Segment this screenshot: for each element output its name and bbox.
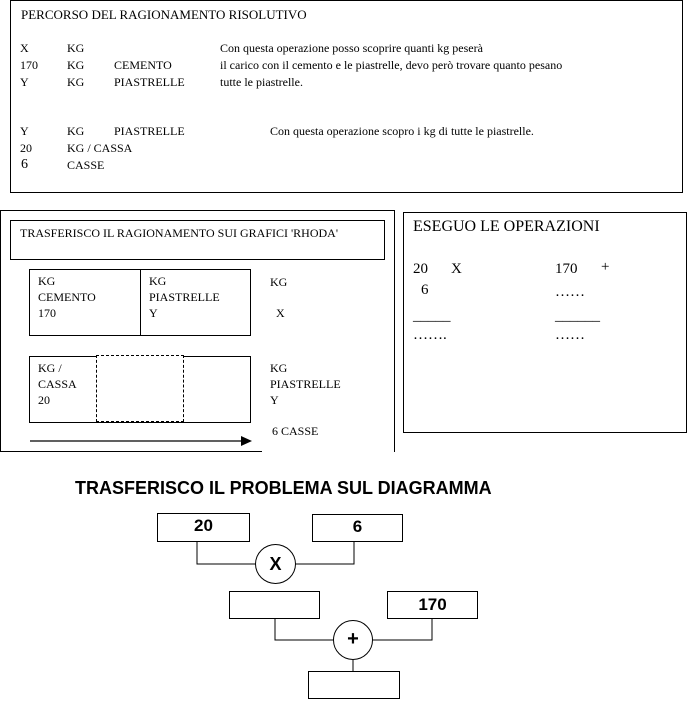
row-unit: KG / CASSA — [67, 141, 133, 155]
tiles-total-label: PIASTRELLE — [270, 377, 341, 391]
op2-line: ______ — [555, 308, 600, 324]
tiles-total-label: Y — [270, 393, 279, 407]
row-value: 170 — [20, 58, 38, 72]
operator-circle-plus — [333, 620, 373, 660]
op1-b: 6 — [421, 282, 429, 298]
row-value: 20 — [20, 141, 32, 155]
operations-title: ESEGUO LE OPERAZIONI — [413, 218, 600, 235]
row-value: Y — [20, 75, 29, 89]
row-item: PIASTRELLE — [114, 124, 185, 138]
op2-result: …… — [555, 327, 585, 343]
row-unit: KG — [67, 58, 85, 72]
total-label: X — [276, 306, 285, 320]
cell-text: CEMENTO — [38, 290, 96, 304]
input-box-b — [312, 514, 403, 542]
operator-circle-multiply — [255, 544, 296, 584]
note-line: Con questa operazione scopro i kg di tutte le piastrelle. — [270, 124, 534, 138]
row-unit: KG — [67, 75, 85, 89]
input-a-value: 20 — [194, 516, 213, 535]
total-label: KG — [270, 275, 288, 289]
op2-b: …… — [555, 284, 585, 300]
cell-text: 20 — [38, 393, 50, 407]
row-unit: KG — [67, 124, 85, 138]
row-unit: CASSE — [67, 158, 105, 172]
row-value: Y — [20, 124, 29, 138]
input-box-a — [157, 513, 250, 542]
op1-result: ……. — [413, 327, 447, 343]
note-line: Con questa operazione posso scoprire quanti kg peserà — [220, 41, 483, 55]
row-item: CEMENTO — [114, 58, 172, 72]
diagram-title: TRASFERISCO IL PROBLEMA SUL DIAGRAMMA — [75, 478, 492, 498]
rhoda-panel-bottom-border — [0, 451, 262, 452]
op2-operator: + — [601, 259, 610, 275]
dashed-box-segment — [96, 355, 184, 422]
cell-text: KG — [149, 274, 167, 288]
rhoda-title: TRASFERISCO IL RAGIONAMENTO SUI GRAFICI 'RHODA' — [20, 226, 339, 240]
op2-a: 170 — [555, 261, 578, 277]
cell-text: KG / — [38, 361, 62, 375]
input-c-value: 170 — [418, 595, 447, 614]
boxes-label: 6 CASSE — [272, 424, 319, 438]
result-box — [308, 671, 400, 699]
note-line: tutte le piastrelle. — [220, 75, 303, 89]
reasoning-panel — [10, 0, 683, 193]
row-value: X — [20, 41, 29, 55]
input-b-value: 6 — [352, 517, 363, 536]
operator-1-label: X — [269, 554, 282, 574]
op1-operator: X — [451, 261, 462, 277]
operator-2-label: + — [347, 628, 359, 650]
cell-text: 170 — [38, 306, 56, 320]
note-line: il carico con il cemento e le piastrelle, devo però trovare quanto pesano — [220, 58, 563, 72]
row-item: PIASTRELLE — [114, 75, 185, 89]
cell-text: Y — [149, 306, 158, 320]
cell-text: CASSA — [38, 377, 77, 391]
cell-text: KG — [38, 274, 56, 288]
tiles-total-label: KG — [270, 361, 288, 375]
intermediate-box — [229, 591, 320, 619]
reasoning-title: PERCORSO DEL RAGIONAMENTO RISOLUTIVO — [21, 7, 307, 22]
cell-text: PIASTRELLE — [149, 290, 220, 304]
input-box-c — [387, 591, 478, 619]
op1-a: 20 — [413, 261, 428, 277]
row-unit: KG — [67, 41, 85, 55]
row-value: 6 — [21, 157, 28, 172]
op1-line: _____ — [413, 308, 451, 324]
